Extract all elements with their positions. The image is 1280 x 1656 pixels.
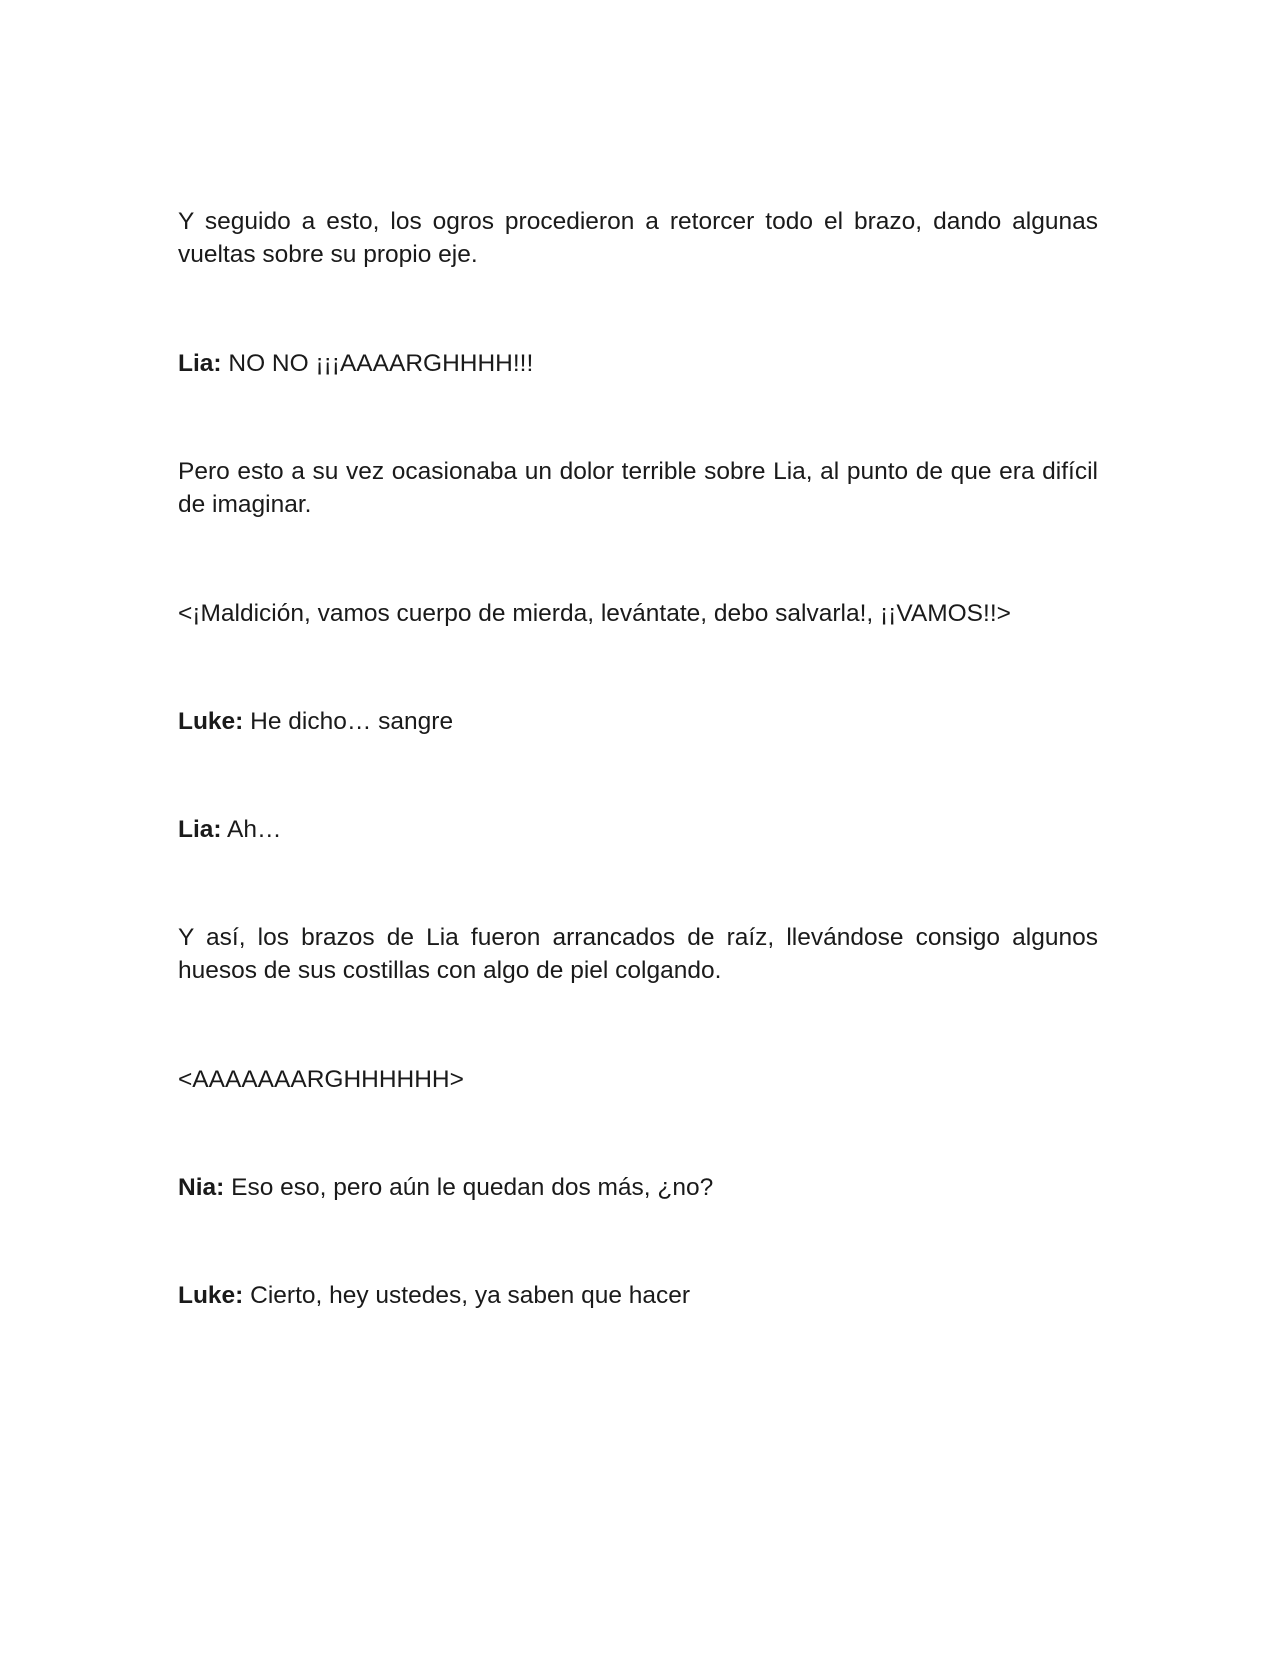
paragraph-narration bbox=[178, 205, 1098, 271]
paragraph-narration bbox=[178, 921, 1098, 987]
dialogue-line bbox=[178, 347, 1098, 380]
speaker-name: Lia: bbox=[178, 350, 222, 377]
paragraph-text: Y así, los brazos de Lia fueron arrancados de raíz, llevándose consigo algunos huesos de sus costillas con algo de piel colgando. bbox=[178, 924, 1098, 984]
paragraph-narration bbox=[178, 455, 1098, 521]
dialogue-line bbox=[178, 1279, 1098, 1312]
dialogue-line bbox=[178, 705, 1098, 738]
thought-text: <AAAAAAARGHHHHHH> bbox=[178, 1066, 464, 1093]
dialogue-line bbox=[178, 813, 1098, 846]
dialogue-text: Cierto, hey ustedes, ya saben que hacer bbox=[243, 1282, 691, 1309]
speaker-name: Luke: bbox=[178, 708, 244, 735]
thought-text: <¡Maldición, vamos cuerpo de mierda, levántate, debo salvarla!, ¡¡VAMOS!!> bbox=[178, 600, 1011, 627]
dialogue-text: He dicho… sangre bbox=[243, 708, 454, 735]
dialogue-text: Ah… bbox=[221, 816, 282, 843]
paragraph-thought bbox=[178, 597, 1098, 630]
speaker-name: Nia: bbox=[178, 1174, 225, 1201]
paragraph-text: Pero esto a su vez ocasionaba un dolor terrible sobre Lia, al punto de que era difícil de imaginar. bbox=[178, 458, 1098, 518]
speaker-name: Lia: bbox=[178, 816, 222, 843]
paragraph-text: Y seguido a esto, los ogros procedieron a retorcer todo el brazo, dando algunas vueltas sobre su propio eje. bbox=[178, 208, 1098, 268]
paragraph-thought bbox=[178, 1063, 1098, 1096]
dialogue-text: Eso eso, pero aún le quedan dos más, ¿no? bbox=[224, 1174, 714, 1201]
speaker-name: Luke: bbox=[178, 1282, 244, 1309]
dialogue-line bbox=[178, 1171, 1098, 1204]
dialogue-text: NO NO ¡¡¡AAAARGHHHH!!! bbox=[221, 350, 534, 377]
